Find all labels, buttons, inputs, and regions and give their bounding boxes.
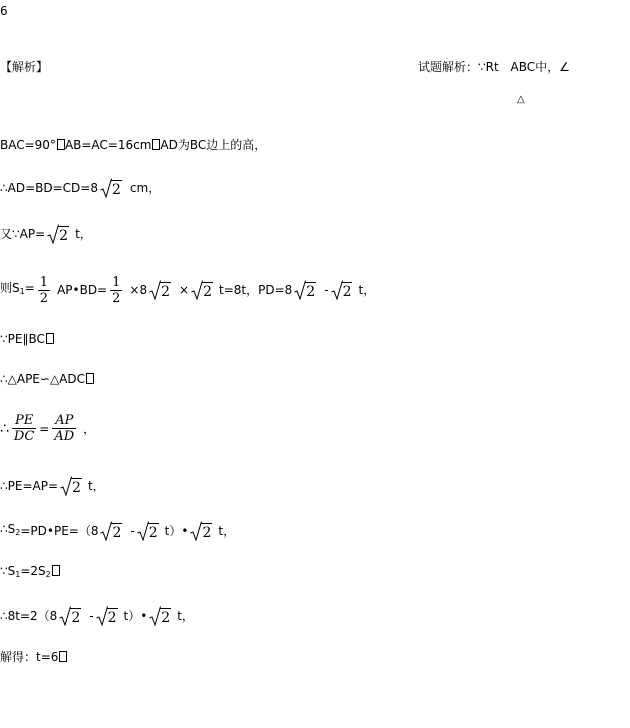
triangle-symbol: △ (517, 94, 525, 105)
line-9 (0, 518, 235, 544)
line-1-angle: BAC=90° (0, 138, 56, 152)
line-1-altitude: AD为BC边上的高， (160, 138, 267, 152)
line-8 (0, 474, 105, 497)
sqrt-2: 2 (100, 178, 122, 198)
line-11-b: - (89, 608, 94, 623)
line-11-d: t， (177, 608, 194, 623)
fraction-half: $\frac{1}{2}$ (39, 274, 49, 306)
line-9-b: - (130, 524, 135, 538)
line-9-pre: $\therefore S_2$ (0, 522, 21, 537)
line-9-c: t）• (164, 524, 189, 538)
sqrt-2: 2 (47, 224, 69, 244)
sqrt-2: 2 (190, 521, 212, 541)
sqrt-2: 2 (59, 606, 81, 626)
sqrt-2: 2 (331, 280, 353, 300)
line-5 (0, 332, 54, 346)
line-4-times: × (179, 283, 190, 297)
equals-sign: = (39, 421, 50, 436)
line-3-a: 又∵AP= (0, 226, 46, 241)
line-12-text: 解得：t=6 (0, 650, 59, 664)
line-8-b: t， (87, 478, 105, 493)
line-4-end1: t=8t，PD=8 (219, 283, 293, 297)
header-triangle-name: ABC中，∠ (510, 60, 570, 74)
missing-glyph-box (52, 565, 60, 576)
missing-glyph-box (59, 651, 67, 662)
line-3-b: t， (75, 226, 92, 241)
sqrt-2: 2 (149, 280, 171, 300)
analysis-label: 【解析】 (0, 60, 49, 74)
sqrt-2: 2 (96, 606, 118, 626)
line-12 (0, 650, 67, 664)
line-4 (0, 268, 375, 312)
header-intro-text: 试题解析：∵Rt (418, 60, 499, 74)
line-1 (0, 138, 266, 152)
sqrt-2: 2 (60, 476, 82, 496)
line-7 (0, 408, 95, 449)
sqrt-2: 2 (149, 606, 171, 626)
therefore-symbol: ∴ (0, 420, 9, 437)
header-intro (418, 60, 570, 74)
line-9-a: =PD•PE=（8 (20, 524, 99, 538)
missing-glyph-box (86, 373, 94, 384)
fraction-pe-dc: $\frac{PE}{DC}$ (13, 413, 35, 444)
line-11 (0, 604, 194, 627)
line-8-a: ∴PE=AP= (0, 478, 59, 493)
line-3 (0, 222, 92, 245)
line-10 (0, 564, 60, 582)
line-7-end: ， (83, 421, 96, 436)
line-1-sides: AB=AC=16cm (64, 138, 152, 152)
missing-glyph-box (46, 333, 54, 344)
sqrt-2: 2 (100, 521, 122, 541)
fraction-half: $\frac{1}{2}$ (112, 274, 121, 306)
page-number: 6 (0, 4, 8, 18)
line-6-text: ∴△APE∽△ADC (0, 372, 86, 386)
fraction-ap-ad: $\frac{AP}{AD}$ (54, 413, 75, 444)
line-6 (0, 372, 94, 386)
line-4-minus: - (324, 283, 329, 297)
line-5-text: ∵PE∥BC (0, 332, 45, 346)
line-4-x8: ×8 (129, 283, 148, 297)
line-2-a: ∴AD=BD=CD=8 (0, 180, 98, 195)
line-4-mid: AP•BD= (57, 283, 108, 297)
line-4-end2: t， (358, 283, 376, 297)
line-4-pre: 则$S_1=$ (0, 281, 35, 296)
line-9-d: t， (218, 524, 236, 538)
line-11-c: t）• (123, 608, 148, 623)
sqrt-2: 2 (191, 280, 213, 300)
sqrt-2: 2 (137, 521, 159, 541)
sqrt-2: 2 (294, 280, 316, 300)
line-2 (0, 176, 160, 199)
line-10-text: $\because S_1=2S_2$ (0, 564, 51, 579)
line-11-a: ∴8t=2（8 (0, 608, 58, 623)
missing-glyph-box (57, 139, 65, 150)
line-2-b: cm， (129, 180, 161, 195)
